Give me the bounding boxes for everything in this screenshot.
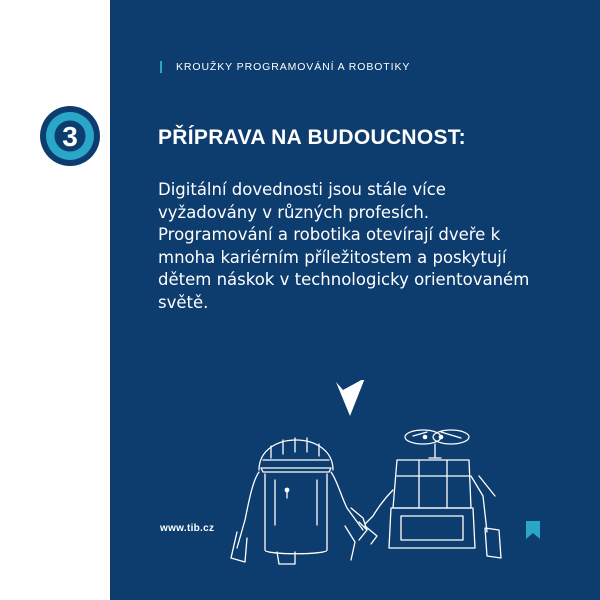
- page-title: PŘÍPRAVA NA BUDOUCNOST:: [158, 126, 466, 149]
- left-robot: [231, 438, 367, 564]
- eyebrow-text: KROUŽKY PROGRAMOVÁNÍ A ROBOTIKY: [176, 61, 411, 73]
- body-paragraph: Digitální dovednosti jsou stále více vyžadovány v různých profesích. Programování a robotika otevírají dveře k mnoha kariérním příležitostem a poskytují dětem náskok v technologicky orientovaném světě.: [158, 180, 530, 312]
- bookmark-icon[interactable]: [526, 521, 540, 539]
- robots-illustration: [215, 380, 515, 585]
- eyebrow-accent-bar: [160, 61, 162, 73]
- panel-corner-curve: [62, 0, 122, 100]
- step-number-badge: [40, 106, 100, 166]
- heart-icon: [336, 380, 365, 416]
- eyebrow: [160, 60, 410, 74]
- footer-url[interactable]: www.tib.cz: [160, 523, 215, 534]
- step-number: 3: [62, 121, 78, 152]
- right-robot: [345, 430, 501, 560]
